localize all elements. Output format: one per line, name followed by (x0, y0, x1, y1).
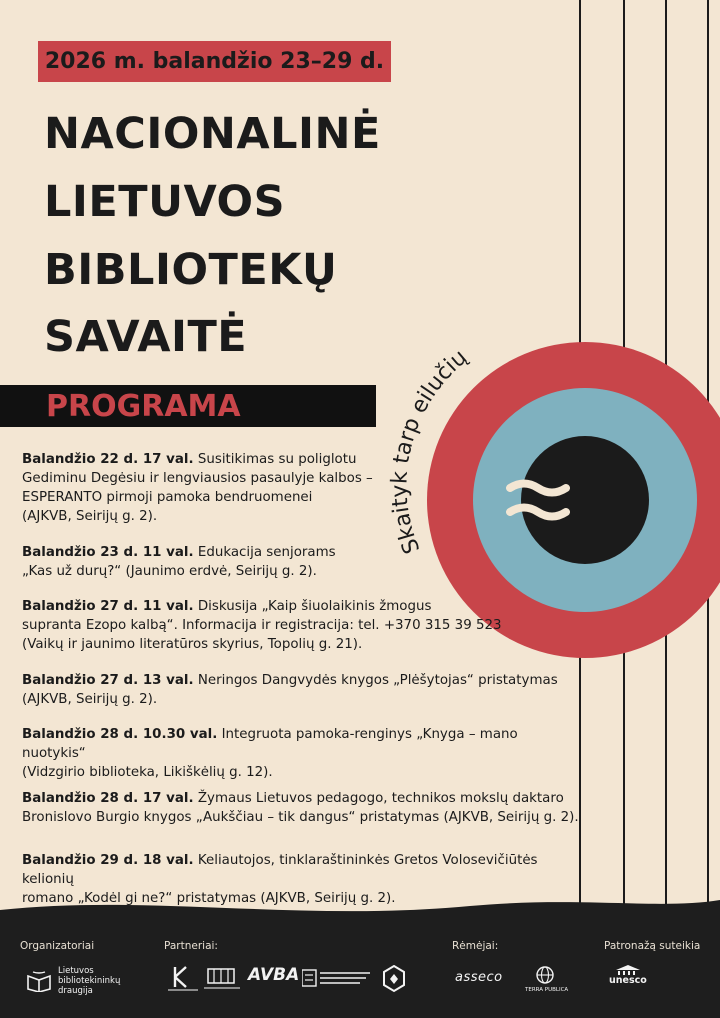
title-line-3: BIBLIOTEKŲ (44, 245, 338, 295)
slogan-curve (380, 300, 580, 580)
event-2 (22, 543, 582, 581)
footer-organizers-label: Organizatoriai (20, 940, 95, 952)
event-1-time: Balandžio 22 d. 17 val. (22, 452, 194, 467)
partner-hex-logo (382, 965, 406, 993)
event-2-line-1: Edukacija senjorams (193, 545, 336, 560)
event-3-line-1: Diskusija „Kaip šiuolaikinis žmogus (193, 599, 432, 614)
event-7-time: Balandžio 29 d. 18 val. (22, 853, 194, 868)
event-2-line-2: „Kas už durų?“ (Jaunimo erdvė, Seirijų g. 2). (22, 564, 317, 579)
event-3-line-2: supranta Ezopo kalbą“. Informacija ir registracija: tel. +370 315 39 523 (22, 618, 502, 633)
programa-heading: PROGRAMA (46, 388, 241, 424)
footer-sponsors-label: Rėmėjai: (452, 940, 499, 952)
event-3-line-3: (Vaikų ir jaunimo literatūros skyrius, Topolių g. 21). (22, 637, 363, 652)
footer-background (0, 900, 720, 1018)
event-1-line-4: (AJKVB, Seirijų g. 2). (22, 509, 158, 524)
event-4-line-2: (AJKVB, Seirijų g. 2). (22, 692, 158, 707)
event-6-line-2: Bronislovo Burgio knygos „Aukščiau – tik dangus“ pristatymas (AJKVB, Seirijų g. 2). (22, 810, 579, 825)
footer-partners-label: Partneriai: (164, 940, 218, 952)
partner-library-logo (204, 966, 240, 994)
title-line-1: NACIONALINĖ (44, 109, 381, 159)
event-5 (22, 725, 582, 782)
event-6-line-1: Žymaus Lietuvos pedagogo, technikos mokslų daktaro (193, 791, 564, 806)
event-5-time: Balandžio 28 d. 10.30 val. (22, 727, 218, 742)
event-3 (22, 597, 582, 654)
event-4 (22, 671, 582, 709)
partner-avba-logo: AVBA (248, 965, 300, 985)
organizer-logo-line-2: bibliotekininkų (58, 976, 121, 986)
event-1-line-1: Susitikimas su poliglotu (193, 452, 357, 467)
sponsor-asseco-logo: asseco (455, 970, 503, 985)
event-4-line-1: Neringos Dangvydės knygos „Plėšytojas“ pristatymas (193, 673, 558, 688)
partner-k-logo (166, 965, 202, 995)
event-1-line-2: Gediminu Degėsiu ir lengviausios pasaulyje kalbos – (22, 471, 373, 486)
event-7-line-1: Keliautojos, tinklaraštininkės Gretos Volosevičiūtės kelionių (22, 853, 538, 887)
globe-icon (536, 966, 554, 984)
event-5-line-2: (Vidzgirio biblioteka, Likiškėlių g. 12). (22, 765, 273, 780)
event-5-line-1: Integruota pamoka-renginys „Knyga – mano nuotykis“ (22, 727, 518, 761)
event-7-line-2: romano „Kodėl gi ne?“ pristatymas (AJKVB, Seirijų g. 2). (22, 891, 396, 906)
title-line-2: LIETUVOS (44, 177, 286, 227)
footer-patron-label: Patronažą suteikia (604, 940, 701, 952)
event-2-time: Balandžio 23 d. 11 val. (22, 545, 194, 560)
sponsor-terra-publica-logo: TERRA PUBLICA (525, 987, 569, 993)
event-3-time: Balandžio 27 d. 11 val. (22, 599, 194, 614)
partner-council-logo (302, 968, 372, 992)
event-1 (22, 450, 582, 526)
event-6 (22, 789, 582, 827)
event-1-line-3: ESPERANTO pirmoji pamoka bendruomenei (22, 490, 313, 505)
date-text: 2026 m. balandžio 23–29 d. (44, 49, 385, 74)
title-line-4: SAVAITĖ (44, 312, 248, 362)
organizer-logo-line-1: Lietuvos (58, 966, 94, 976)
slogan-text: Skaityk tarp eilučių (387, 344, 473, 558)
organizer-logo-line-3: draugija (58, 986, 93, 996)
event-6-time: Balandžio 28 d. 17 val. (22, 791, 194, 806)
date-banner (38, 41, 391, 82)
book-icon (27, 970, 53, 992)
event-4-time: Balandžio 27 d. 13 val. (22, 673, 194, 688)
patron-unesco-logo: unesco (609, 975, 647, 986)
